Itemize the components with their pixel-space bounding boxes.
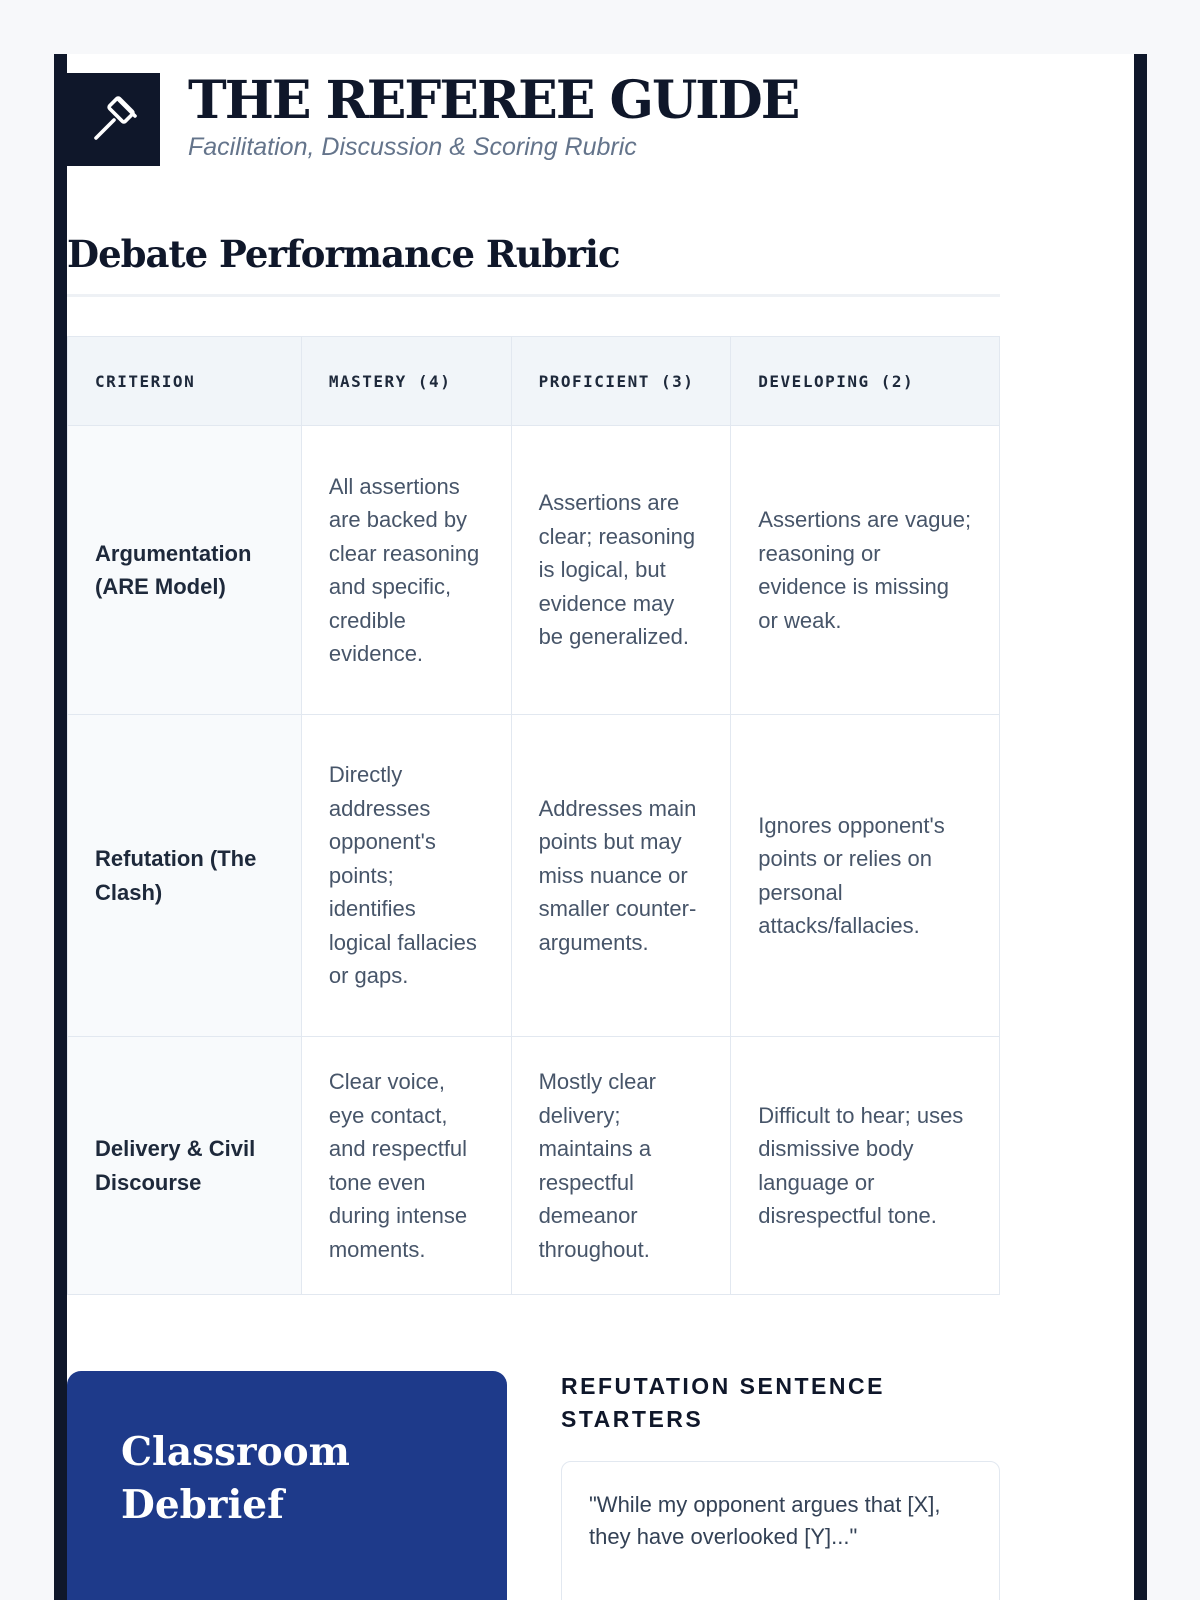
developing-cell: Ignores opponent's points or relies on personal attacks/fallacies. [731,715,1000,1037]
column-header: DEVELOPING (2) [731,337,1000,426]
column-header: CRITERION [68,337,302,426]
sentence-starters [561,1370,1000,1600]
guide-header [67,70,799,166]
logo-badge [67,73,160,166]
proficient-cell: Addresses main points but may miss nuance or smaller counter-arguments. [511,715,731,1037]
rubric-table [67,336,1000,1295]
developing-cell: Difficult to hear; uses dismissive body language or disrespectful tone. [731,1037,1000,1295]
debrief-title: Classroom Debrief [121,1429,350,1528]
starter-card: "While my opponent argues that [X], they have overlooked [Y]..." [561,1461,1000,1600]
developing-cell: Assertions are vague; reasoning or evidence is missing or weak. [731,426,1000,715]
criterion-cell: Argumentation (ARE Model) [68,426,302,715]
proficient-cell: Assertions are clear; reasoning is logical, but evidence may be generalized. [511,426,731,715]
column-header: PROFICIENT (3) [511,337,731,426]
mastery-cell: Clear voice, eye contact, and respectful tone even during intense moments. [301,1037,511,1295]
debrief-card [67,1371,507,1600]
proficient-cell: Mostly clear delivery; maintains a respectful demeanor throughout. [511,1037,731,1295]
page-subtitle: Facilitation, Discussion & Scoring Rubric [188,133,637,161]
criterion-cell: Delivery & Civil Discourse [68,1037,302,1295]
mastery-cell: All assertions are backed by clear reasoning and specific, credible evidence. [301,426,511,715]
table-header-row [68,337,1000,426]
table-row [68,426,1000,715]
table-row [68,1037,1000,1295]
mastery-cell: Directly addresses opponent's points; identifies logical fallacies or gaps. [301,715,511,1037]
table-row [68,715,1000,1037]
criterion-cell: Refutation (The Clash) [68,715,302,1037]
starters-heading: REFUTATION SENTENCE STARTERS [561,1373,885,1432]
page-title: THE REFEREE GUIDE [188,70,799,131]
section-title: Debate Performance Rubric [67,232,1000,297]
gavel-icon [88,94,140,146]
column-header: MASTERY (4) [301,337,511,426]
